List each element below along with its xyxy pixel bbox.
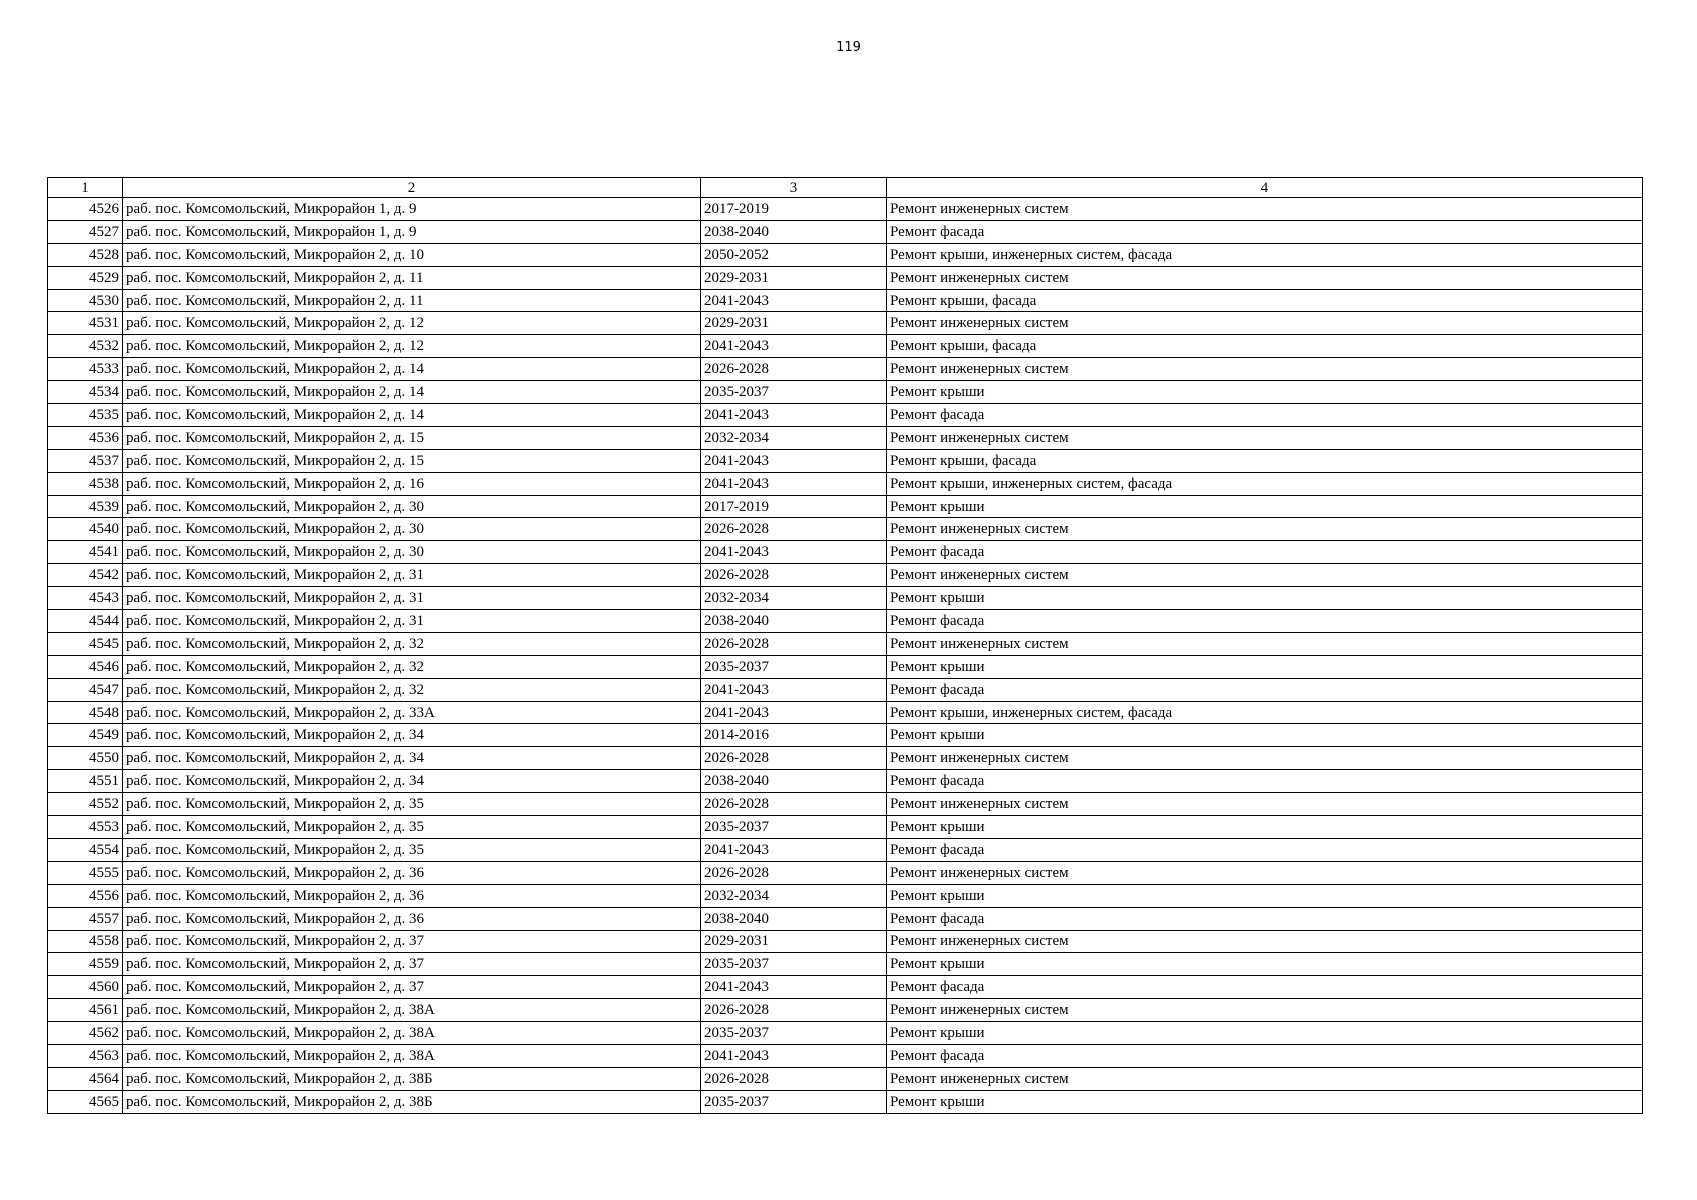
- table-row: [48, 198, 1643, 221]
- period-cell: 2017-2019: [701, 495, 887, 518]
- row-number: 4549: [48, 724, 123, 747]
- table-row: [48, 1022, 1643, 1045]
- work-type-cell: Ремонт фасада: [887, 541, 1643, 564]
- address-cell: раб. пос. Комсомольский, Микрорайон 2, д. 12: [123, 312, 701, 335]
- work-type-cell: Ремонт фасада: [887, 770, 1643, 793]
- period-cell: 2026-2028: [701, 999, 887, 1022]
- work-type-cell: Ремонт инженерных систем: [887, 312, 1643, 335]
- address-cell: раб. пос. Комсомольский, Микрорайон 2, д. 31: [123, 587, 701, 610]
- row-number: 4558: [48, 930, 123, 953]
- address-cell: раб. пос. Комсомольский, Микрорайон 2, д. 16: [123, 472, 701, 495]
- table-row: [48, 724, 1643, 747]
- address-cell: раб. пос. Комсомольский, Микрорайон 2, д. 11: [123, 289, 701, 312]
- repair-schedule-table: [47, 177, 1643, 1114]
- page-number: 119: [836, 40, 861, 55]
- address-cell: раб. пос. Комсомольский, Микрорайон 2, д. 35: [123, 816, 701, 839]
- row-number: 4541: [48, 541, 123, 564]
- work-type-cell: Ремонт инженерных систем: [887, 358, 1643, 381]
- row-number: 4556: [48, 884, 123, 907]
- address-cell: раб. пос. Комсомольский, Микрорайон 2, д. 30: [123, 518, 701, 541]
- period-cell: 2029-2031: [701, 312, 887, 335]
- work-type-cell: Ремонт фасада: [887, 678, 1643, 701]
- address-cell: раб. пос. Комсомольский, Микрорайон 2, д. 36: [123, 884, 701, 907]
- period-cell: 2029-2031: [701, 930, 887, 953]
- work-type-cell: Ремонт крыши: [887, 381, 1643, 404]
- period-cell: 2038-2040: [701, 610, 887, 633]
- column-header-4: 4: [887, 178, 1643, 198]
- period-cell: 2041-2043: [701, 678, 887, 701]
- address-cell: раб. пос. Комсомольский, Микрорайон 2, д. 34: [123, 747, 701, 770]
- period-cell: 2026-2028: [701, 518, 887, 541]
- period-cell: 2035-2037: [701, 655, 887, 678]
- work-type-cell: Ремонт фасада: [887, 1044, 1643, 1067]
- period-cell: 2050-2052: [701, 243, 887, 266]
- address-cell: раб. пос. Комсомольский, Микрорайон 2, д. 38А: [123, 1022, 701, 1045]
- period-cell: 2041-2043: [701, 1044, 887, 1067]
- address-cell: раб. пос. Комсомольский, Микрорайон 2, д. 38А: [123, 1044, 701, 1067]
- period-cell: 2032-2034: [701, 426, 887, 449]
- address-cell: раб. пос. Комсомольский, Микрорайон 2, д. 36: [123, 861, 701, 884]
- column-header-1: 1: [48, 178, 123, 198]
- period-cell: 2041-2043: [701, 289, 887, 312]
- address-cell: раб. пос. Комсомольский, Микрорайон 2, д. 38А: [123, 999, 701, 1022]
- work-type-cell: Ремонт инженерных систем: [887, 266, 1643, 289]
- work-type-cell: Ремонт крыши: [887, 587, 1643, 610]
- work-type-cell: Ремонт крыши, фасада: [887, 289, 1643, 312]
- row-number: 4559: [48, 953, 123, 976]
- address-cell: раб. пос. Комсомольский, Микрорайон 2, д. 30: [123, 541, 701, 564]
- period-cell: 2041-2043: [701, 335, 887, 358]
- table-row: [48, 678, 1643, 701]
- row-number: 4555: [48, 861, 123, 884]
- row-number: 4548: [48, 701, 123, 724]
- table-row: [48, 404, 1643, 427]
- work-type-cell: Ремонт инженерных систем: [887, 999, 1643, 1022]
- work-type-cell: Ремонт крыши, инженерных систем, фасада: [887, 243, 1643, 266]
- table-row: [48, 243, 1643, 266]
- address-cell: раб. пос. Комсомольский, Микрорайон 2, д. 33А: [123, 701, 701, 724]
- address-cell: раб. пос. Комсомольский, Микрорайон 2, д. 32: [123, 655, 701, 678]
- work-type-cell: Ремонт инженерных систем: [887, 861, 1643, 884]
- period-cell: 2026-2028: [701, 632, 887, 655]
- row-number: 4554: [48, 838, 123, 861]
- period-cell: 2041-2043: [701, 541, 887, 564]
- address-cell: раб. пос. Комсомольский, Микрорайон 2, д. 30: [123, 495, 701, 518]
- table-body: [48, 198, 1643, 1114]
- table-row: [48, 861, 1643, 884]
- table-row: [48, 220, 1643, 243]
- row-number: 4545: [48, 632, 123, 655]
- address-cell: раб. пос. Комсомольский, Микрорайон 1, д. 9: [123, 198, 701, 221]
- address-cell: раб. пос. Комсомольский, Микрорайон 2, д. 35: [123, 793, 701, 816]
- table-row: [48, 655, 1643, 678]
- table-row: [48, 816, 1643, 839]
- table-row: [48, 472, 1643, 495]
- period-cell: 2026-2028: [701, 1067, 887, 1090]
- work-type-cell: Ремонт инженерных систем: [887, 426, 1643, 449]
- table-row: [48, 426, 1643, 449]
- work-type-cell: Ремонт инженерных систем: [887, 564, 1643, 587]
- table-row: [48, 289, 1643, 312]
- work-type-cell: Ремонт фасада: [887, 976, 1643, 999]
- address-cell: раб. пос. Комсомольский, Микрорайон 2, д. 35: [123, 838, 701, 861]
- address-cell: раб. пос. Комсомольский, Микрорайон 2, д. 32: [123, 678, 701, 701]
- work-type-cell: Ремонт фасада: [887, 907, 1643, 930]
- table-row: [48, 747, 1643, 770]
- column-header-3: 3: [701, 178, 887, 198]
- table-row: [48, 610, 1643, 633]
- table-row: [48, 1090, 1643, 1113]
- period-cell: 2032-2034: [701, 884, 887, 907]
- period-cell: 2014-2016: [701, 724, 887, 747]
- work-type-cell: Ремонт крыши, фасада: [887, 449, 1643, 472]
- table-row: [48, 335, 1643, 358]
- period-cell: 2038-2040: [701, 220, 887, 243]
- row-number: 4538: [48, 472, 123, 495]
- work-type-cell: Ремонт крыши: [887, 724, 1643, 747]
- address-cell: раб. пос. Комсомольский, Микрорайон 2, д. 11: [123, 266, 701, 289]
- address-cell: раб. пос. Комсомольский, Микрорайон 2, д. 14: [123, 381, 701, 404]
- table-row: [48, 381, 1643, 404]
- table-row: [48, 541, 1643, 564]
- period-cell: 2032-2034: [701, 587, 887, 610]
- address-cell: раб. пос. Комсомольский, Микрорайон 2, д. 34: [123, 724, 701, 747]
- table-row: [48, 358, 1643, 381]
- work-type-cell: Ремонт фасада: [887, 610, 1643, 633]
- header-row: [48, 178, 1643, 198]
- address-cell: раб. пос. Комсомольский, Микрорайон 2, д. 38Б: [123, 1090, 701, 1113]
- work-type-cell: Ремонт инженерных систем: [887, 632, 1643, 655]
- row-number: 4535: [48, 404, 123, 427]
- row-number: 4543: [48, 587, 123, 610]
- row-number: 4529: [48, 266, 123, 289]
- table-row: [48, 999, 1643, 1022]
- row-number: 4527: [48, 220, 123, 243]
- period-cell: 2026-2028: [701, 861, 887, 884]
- period-cell: 2041-2043: [701, 838, 887, 861]
- table-row: [48, 266, 1643, 289]
- table-row: [48, 449, 1643, 472]
- address-cell: раб. пос. Комсомольский, Микрорайон 2, д. 31: [123, 564, 701, 587]
- table-row: [48, 495, 1643, 518]
- period-cell: 2026-2028: [701, 747, 887, 770]
- table-header: [48, 178, 1643, 198]
- table-row: [48, 518, 1643, 541]
- work-type-cell: Ремонт крыши: [887, 1090, 1643, 1113]
- work-type-cell: Ремонт крыши, инженерных систем, фасада: [887, 701, 1643, 724]
- period-cell: 2038-2040: [701, 770, 887, 793]
- work-type-cell: Ремонт фасада: [887, 838, 1643, 861]
- table-row: [48, 312, 1643, 335]
- address-cell: раб. пос. Комсомольский, Микрорайон 2, д. 12: [123, 335, 701, 358]
- row-number: 4542: [48, 564, 123, 587]
- address-cell: раб. пос. Комсомольский, Микрорайон 2, д. 32: [123, 632, 701, 655]
- row-number: 4547: [48, 678, 123, 701]
- row-number: 4534: [48, 381, 123, 404]
- period-cell: 2035-2037: [701, 816, 887, 839]
- work-type-cell: Ремонт инженерных систем: [887, 793, 1643, 816]
- address-cell: раб. пос. Комсомольский, Микрорайон 1, д. 9: [123, 220, 701, 243]
- period-cell: 2035-2037: [701, 953, 887, 976]
- address-cell: раб. пос. Комсомольский, Микрорайон 2, д. 10: [123, 243, 701, 266]
- row-number: 4533: [48, 358, 123, 381]
- period-cell: 2041-2043: [701, 976, 887, 999]
- work-type-cell: Ремонт инженерных систем: [887, 930, 1643, 953]
- work-type-cell: Ремонт инженерных систем: [887, 747, 1643, 770]
- row-number: 4546: [48, 655, 123, 678]
- row-number: 4553: [48, 816, 123, 839]
- period-cell: 2035-2037: [701, 381, 887, 404]
- period-cell: 2041-2043: [701, 404, 887, 427]
- address-cell: раб. пос. Комсомольский, Микрорайон 2, д. 31: [123, 610, 701, 633]
- row-number: 4560: [48, 976, 123, 999]
- work-type-cell: Ремонт крыши: [887, 655, 1643, 678]
- table-row: [48, 1067, 1643, 1090]
- work-type-cell: Ремонт инженерных систем: [887, 518, 1643, 541]
- row-number: 4536: [48, 426, 123, 449]
- table-row: [48, 976, 1643, 999]
- table-row: [48, 564, 1643, 587]
- row-number: 4531: [48, 312, 123, 335]
- table-row: [48, 907, 1643, 930]
- work-type-cell: Ремонт крыши, фасада: [887, 335, 1643, 358]
- address-cell: раб. пос. Комсомольский, Микрорайон 2, д. 38Б: [123, 1067, 701, 1090]
- work-type-cell: Ремонт инженерных систем: [887, 198, 1643, 221]
- work-type-cell: Ремонт фасада: [887, 404, 1643, 427]
- address-cell: раб. пос. Комсомольский, Микрорайон 2, д. 37: [123, 953, 701, 976]
- address-cell: раб. пос. Комсомольский, Микрорайон 2, д. 14: [123, 358, 701, 381]
- period-cell: 2017-2019: [701, 198, 887, 221]
- work-type-cell: Ремонт крыши: [887, 495, 1643, 518]
- address-cell: раб. пос. Комсомольский, Микрорайон 2, д. 37: [123, 930, 701, 953]
- table-row: [48, 793, 1643, 816]
- row-number: 4552: [48, 793, 123, 816]
- row-number: 4540: [48, 518, 123, 541]
- work-type-cell: Ремонт крыши, инженерных систем, фасада: [887, 472, 1643, 495]
- address-cell: раб. пос. Комсомольский, Микрорайон 2, д. 34: [123, 770, 701, 793]
- row-number: 4561: [48, 999, 123, 1022]
- row-number: 4528: [48, 243, 123, 266]
- table-row: [48, 884, 1643, 907]
- row-number: 4565: [48, 1090, 123, 1113]
- table-row: [48, 838, 1643, 861]
- work-type-cell: Ремонт крыши: [887, 816, 1643, 839]
- row-number: 4557: [48, 907, 123, 930]
- work-type-cell: Ремонт крыши: [887, 884, 1643, 907]
- row-number: 4550: [48, 747, 123, 770]
- row-number: 4551: [48, 770, 123, 793]
- address-cell: раб. пос. Комсомольский, Микрорайон 2, д. 15: [123, 426, 701, 449]
- period-cell: 2035-2037: [701, 1090, 887, 1113]
- table-row: [48, 953, 1643, 976]
- period-cell: 2026-2028: [701, 564, 887, 587]
- address-cell: раб. пос. Комсомольский, Микрорайон 2, д. 36: [123, 907, 701, 930]
- column-header-2: 2: [123, 178, 701, 198]
- row-number: 4532: [48, 335, 123, 358]
- row-number: 4530: [48, 289, 123, 312]
- period-cell: 2041-2043: [701, 472, 887, 495]
- period-cell: 2029-2031: [701, 266, 887, 289]
- work-type-cell: Ремонт крыши: [887, 1022, 1643, 1045]
- table-row: [48, 930, 1643, 953]
- address-cell: раб. пос. Комсомольский, Микрорайон 2, д. 37: [123, 976, 701, 999]
- row-number: 4537: [48, 449, 123, 472]
- period-cell: 2035-2037: [701, 1022, 887, 1045]
- row-number: 4539: [48, 495, 123, 518]
- table-row: [48, 632, 1643, 655]
- period-cell: 2026-2028: [701, 793, 887, 816]
- period-cell: 2026-2028: [701, 358, 887, 381]
- row-number: 4563: [48, 1044, 123, 1067]
- address-cell: раб. пос. Комсомольский, Микрорайон 2, д. 15: [123, 449, 701, 472]
- period-cell: 2041-2043: [701, 701, 887, 724]
- row-number: 4526: [48, 198, 123, 221]
- address-cell: раб. пос. Комсомольский, Микрорайон 2, д. 14: [123, 404, 701, 427]
- table-row: [48, 587, 1643, 610]
- work-type-cell: Ремонт крыши: [887, 953, 1643, 976]
- table-row: [48, 1044, 1643, 1067]
- work-type-cell: Ремонт инженерных систем: [887, 1067, 1643, 1090]
- table-row: [48, 770, 1643, 793]
- work-type-cell: Ремонт фасада: [887, 220, 1643, 243]
- row-number: 4562: [48, 1022, 123, 1045]
- row-number: 4564: [48, 1067, 123, 1090]
- period-cell: 2041-2043: [701, 449, 887, 472]
- table-row: [48, 701, 1643, 724]
- row-number: 4544: [48, 610, 123, 633]
- period-cell: 2038-2040: [701, 907, 887, 930]
